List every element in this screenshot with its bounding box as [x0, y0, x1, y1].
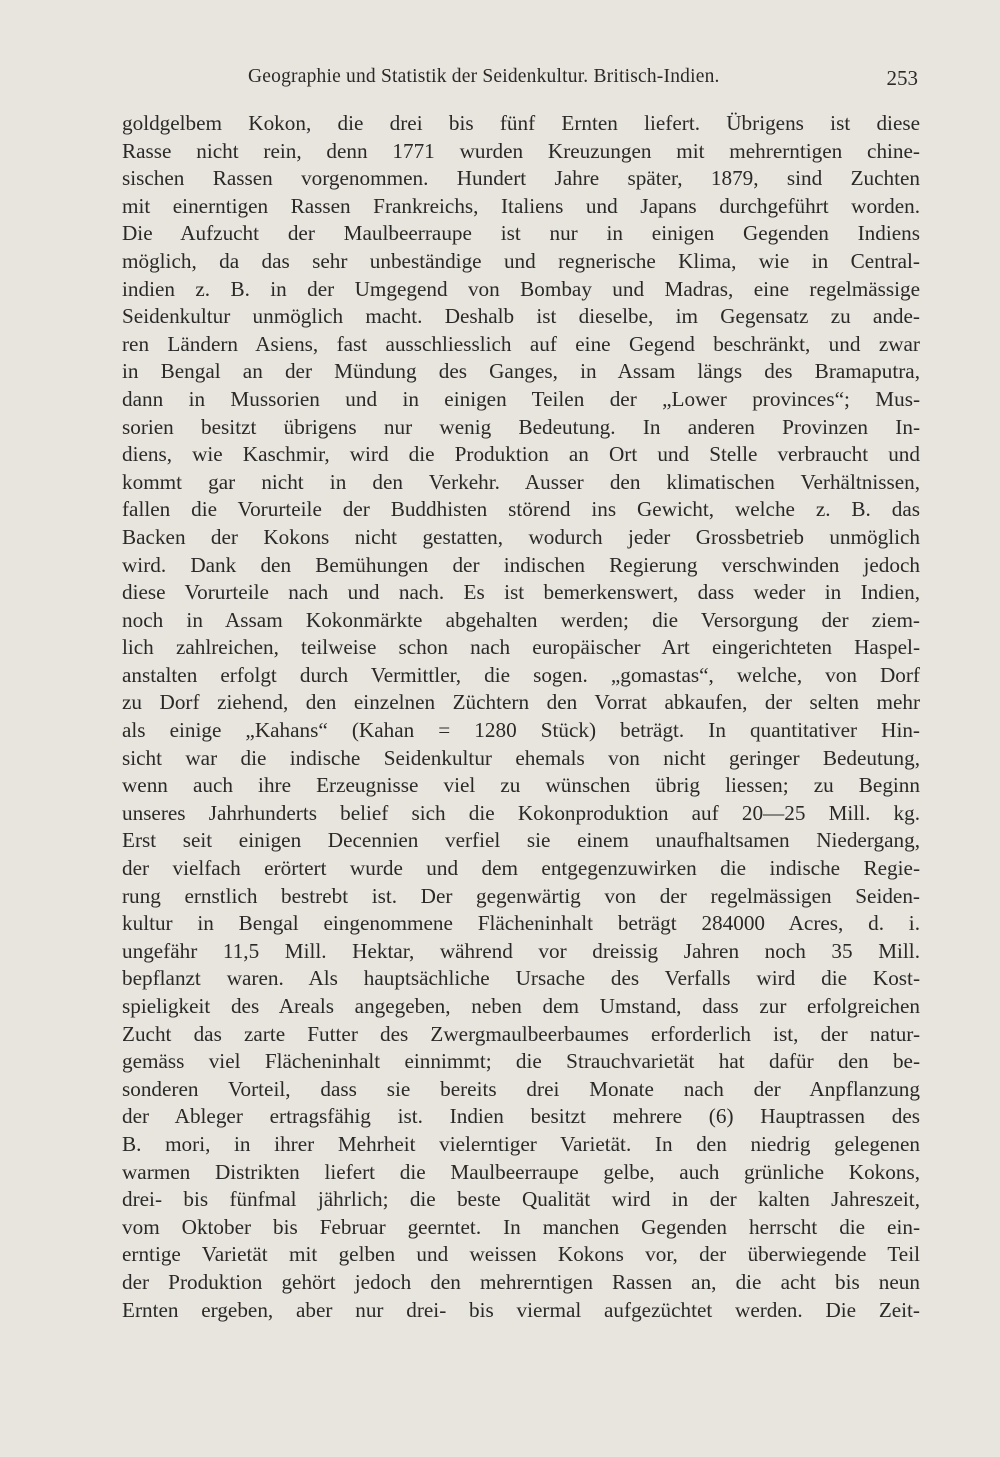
text-line: Die Aufzucht der Maulbeerraupe ist nur in einigen Gegenden Indiens [122, 221, 920, 246]
text-line: gemäss viel Flächeninhalt einnimmt; die Strauchvarietät hat dafür den be- [122, 1049, 920, 1074]
body-text [122, 110, 920, 1324]
text-line: dann in Mussorien und in einigen Teilen der „Lower provinces“; Mus- [122, 386, 920, 411]
text-line: zu Dorf ziehend, den einzelnen Züchtern den Vorrat abkaufen, der selten mehr [122, 690, 920, 715]
running-head: Geographie und Statistik der Seidenkultur. Britisch-Indien. [248, 66, 720, 87]
text-line: der Ableger ertragsfähig ist. Indien besitzt mehrere (6) Hauptrassen des [122, 1104, 920, 1129]
text-line: indien z. B. in der Umgegend von Bombay und Madras, eine regelmässige [122, 276, 920, 301]
text-line: bepflanzt waren. Als hauptsächliche Ursache des Verfalls wird die Kost- [122, 966, 920, 991]
text-line: möglich, da das sehr unbeständige und regnerische Klima, wie in Central- [122, 248, 920, 273]
text-line: rung ernstlich bestrebt ist. Der gegenwärtig von der regelmässigen Seiden- [122, 883, 920, 908]
text-line: Seidenkultur unmöglich macht. Deshalb ist dieselbe, im Gegensatz zu ande- [122, 304, 920, 329]
text-line: anstalten erfolgt durch Vermittler, die sogen. „gomastas“, welche, von Dorf [122, 662, 920, 687]
text-line: der vielfach erörtert wurde und dem entgegenzuwirken die indische Regie- [122, 856, 920, 881]
text-line: sischen Rassen vorgenommen. Hundert Jahre später, 1879, sind Zuchten [122, 166, 920, 191]
text-line: ungefähr 11,5 Mill. Hektar, während vor dreissig Jahren noch 35 Mill. [122, 938, 920, 963]
text-line: erntige Varietät mit gelben und weissen Kokons vor, der überwiegende Teil [122, 1242, 920, 1267]
text-line: diese Vorurteile nach und nach. Es ist bemerkenswert, dass weder in Indien, [122, 580, 920, 605]
text-line: spieligkeit des Areals angegeben, neben dem Umstand, dass zur erfolgreichen [122, 994, 920, 1018]
text-line: Rasse nicht rein, denn 1771 wurden Kreuzungen mit mehrerntigen chine- [122, 138, 920, 163]
text-line: der Produktion gehört jedoch den mehrerntigen Rassen an, die acht bis neun [122, 1269, 920, 1294]
text-line: goldgelbem Kokon, die drei bis fünf Ernten liefert. Übrigens ist diese [122, 111, 920, 135]
text-line: Backen der Kokons nicht gestatten, wodurch jeder Grossbetrieb unmöglich [122, 524, 920, 549]
text-line: lich zahlreichen, teilweise schon nach europäischer Art eingerichteten Haspel- [122, 635, 920, 660]
text-line: ren Ländern Asiens, fast ausschliesslich auf eine Gegend beschränkt, und zwar [122, 331, 920, 356]
text-line: Erst seit einigen Decennien verfiel sie einem unaufhaltsamen Niedergang, [122, 828, 920, 853]
text-line: sonderen Vorteil, dass sie bereits drei Monate nach der Anpflanzung [122, 1076, 920, 1101]
text-line: warmen Distrikten liefert die Maulbeerraupe gelbe, auch grünliche Kokons, [122, 1159, 920, 1184]
text-line: Ernten ergeben, aber nur drei- bis viermal aufgezüchtet werden. Die Zeit- [122, 1297, 920, 1322]
text-line: Zucht das zarte Futter des Zwergmaulbeerbaumes erforderlich ist, der natur- [122, 1021, 920, 1046]
text-line: sorien besitzt übrigens nur wenig Bedeutung. In anderen Provinzen In- [122, 414, 920, 439]
text-line: vom Oktober bis Februar geerntet. In manchen Gegenden herrscht die ein- [122, 1214, 920, 1239]
text-line: kommt gar nicht in den Verkehr. Ausser den klimatischen Verhältnissen, [122, 469, 920, 494]
text-line: in Bengal an der Mündung des Ganges, in Assam längs des Bramaputra, [122, 359, 920, 384]
text-line: sicht war die indische Seidenkultur ehemals von nicht geringer Bedeutung, [122, 745, 920, 770]
text-line: drei- bis fünfmal jährlich; die beste Qualität wird in der kalten Jahreszeit, [122, 1187, 920, 1212]
text-line: wird. Dank den Bemühungen der indischen Regierung verschwinden jedoch [122, 552, 920, 577]
page-header [248, 66, 918, 100]
text-line: B. mori, in ihrer Mehrheit vielerntiger Varietät. In den niedrig gelegenen [122, 1131, 920, 1156]
text-line: diens, wie Kaschmir, wird die Produktion an Ort und Stelle verbraucht und [122, 442, 920, 467]
text-line: noch in Assam Kokonmärkte abgehalten werden; die Versorgung der ziem- [122, 607, 920, 632]
text-line: kultur in Bengal eingenommene Flächeninhalt beträgt 284000 Acres, d. i. [122, 911, 920, 936]
text-line: wenn auch ihre Erzeugnisse viel zu wünschen übrig liessen; zu Beginn [122, 773, 920, 798]
text-line: als einige „Kahans“ (Kahan = 1280 Stück) beträgt. In quantitativer Hin- [122, 718, 920, 743]
text-line: mit einerntigen Rassen Frankreichs, Italiens und Japans durchgeführt worden. [122, 193, 920, 218]
text-line: fallen die Vorurteile der Buddhisten störend ins Gewicht, welche z. B. das [122, 497, 920, 522]
text-line: unseres Jahrhunderts belief sich die Kokonproduktion auf 20—25 Mill. kg. [122, 800, 920, 825]
page-number: 253 [886, 66, 918, 90]
